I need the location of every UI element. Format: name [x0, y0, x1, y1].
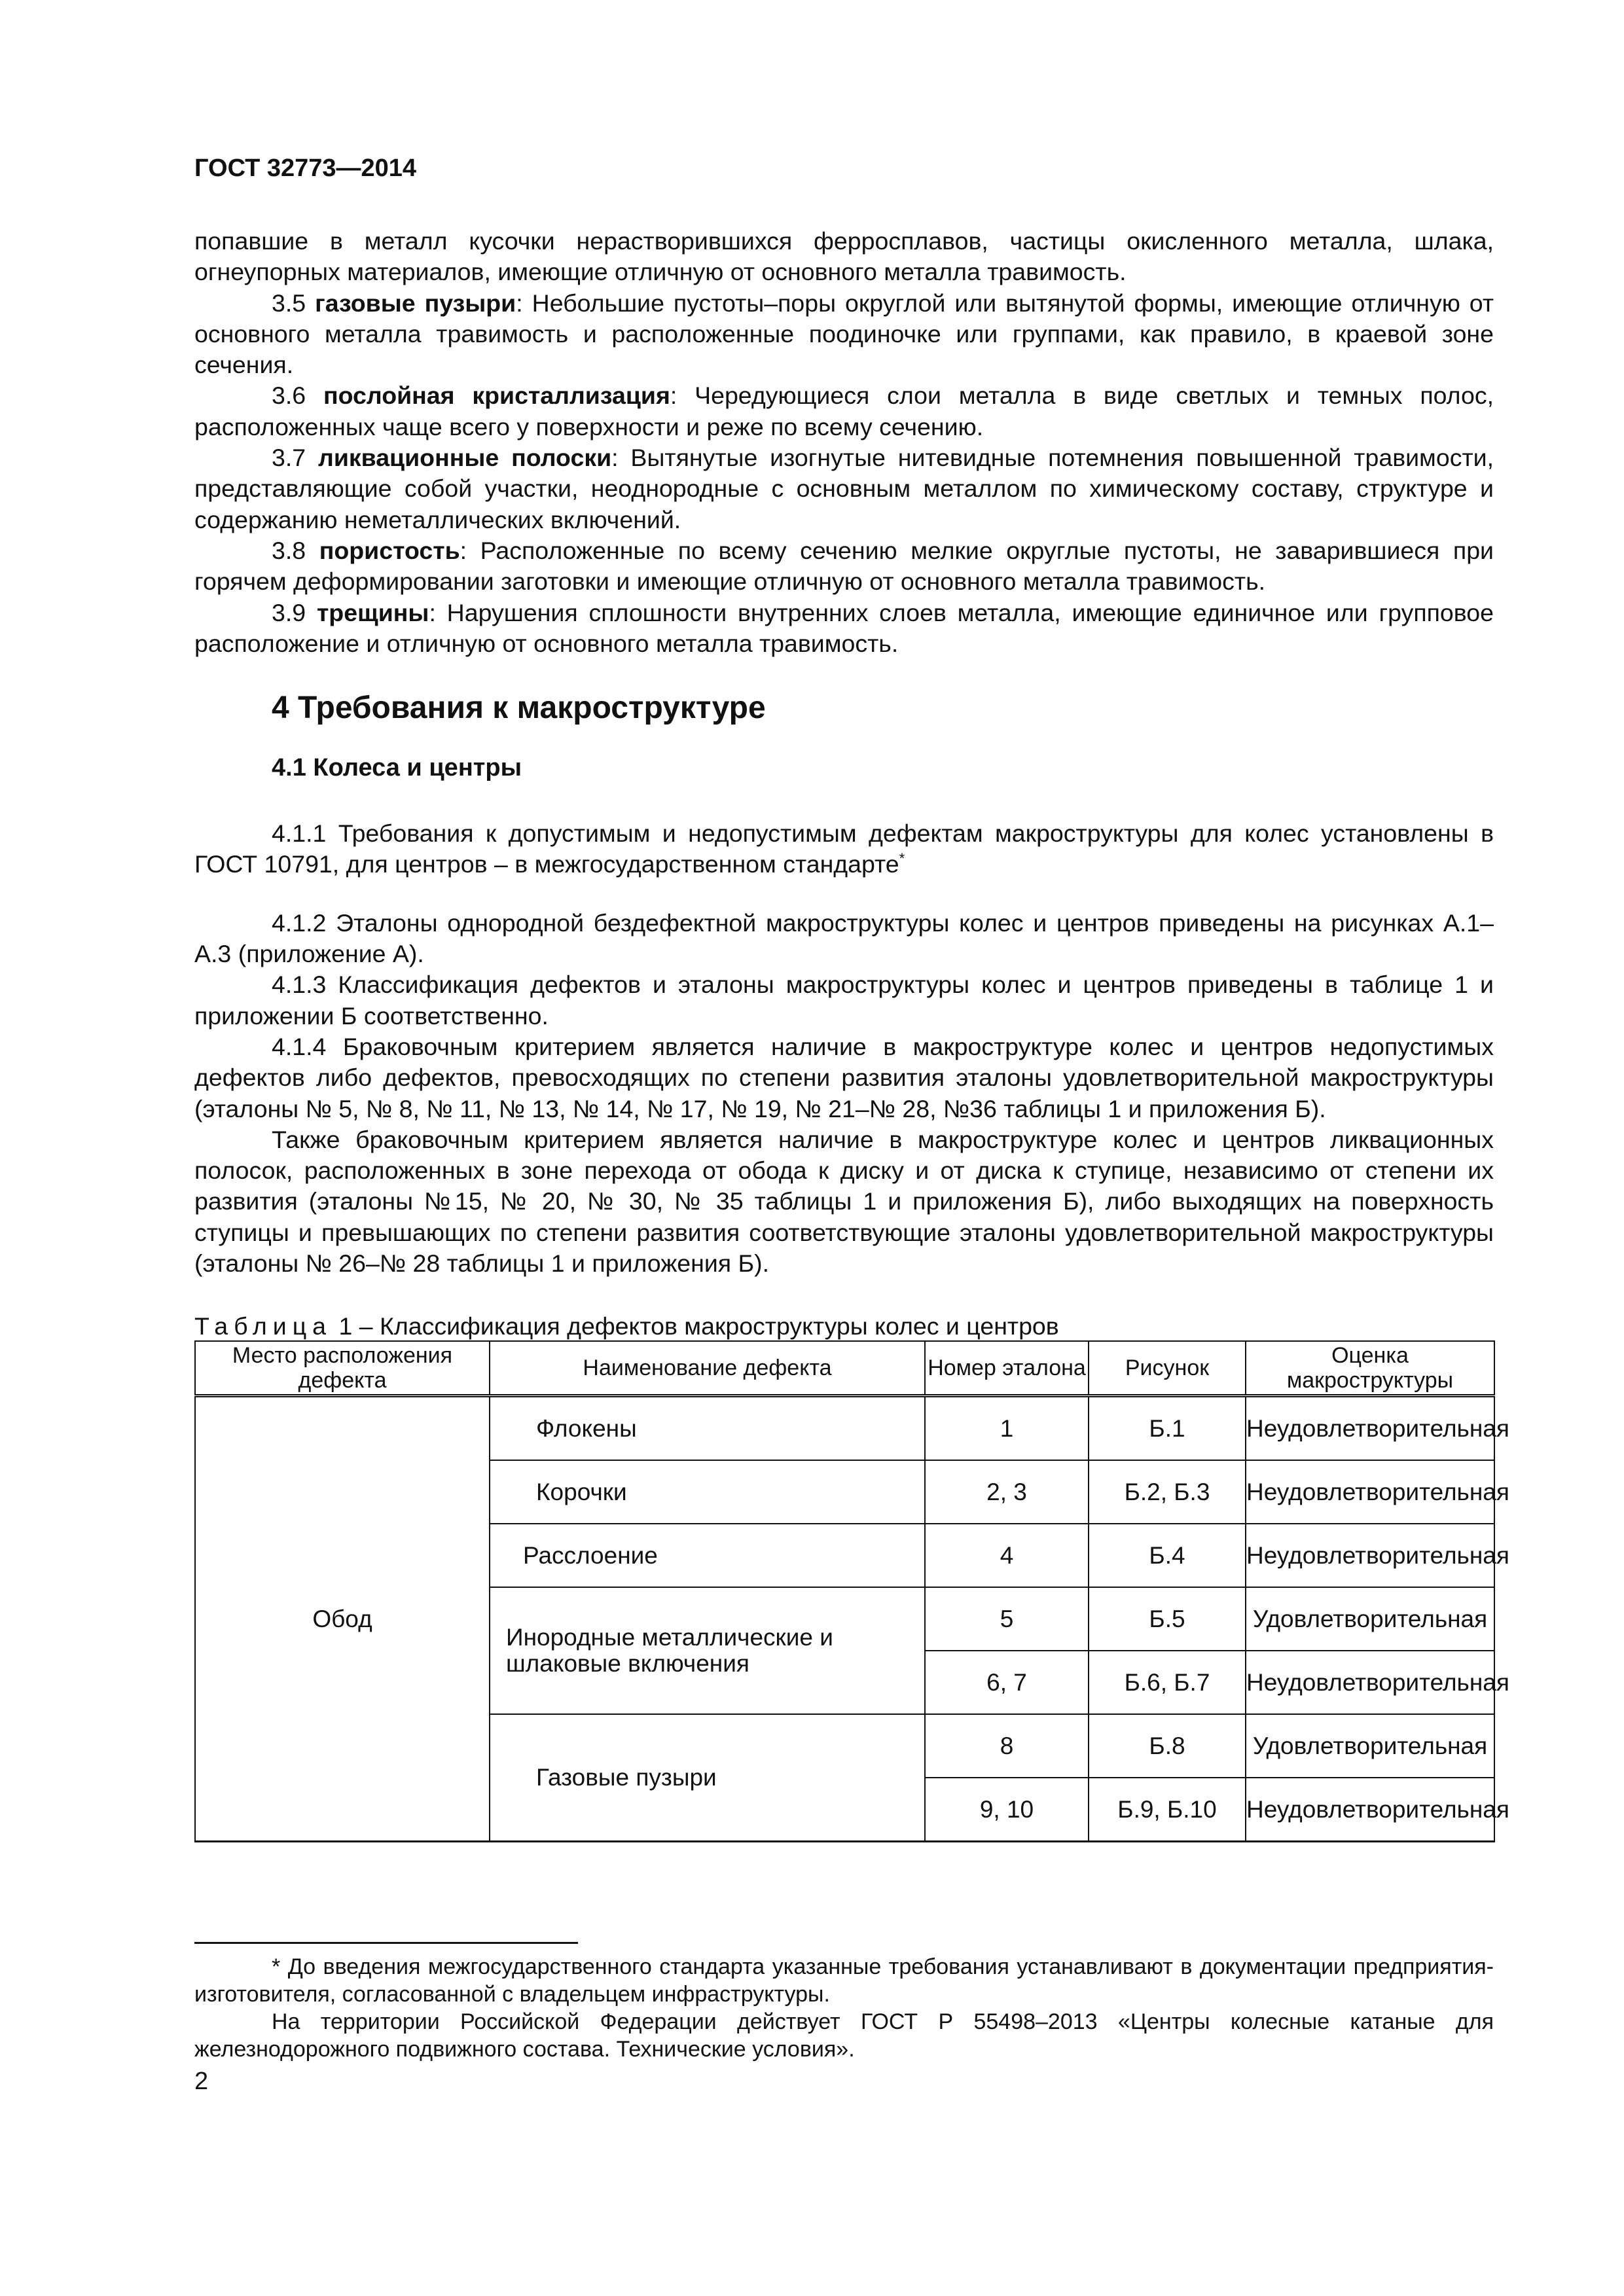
- page-number: 2: [194, 2068, 209, 2096]
- continuation-paragraph: попавшие в металл кусочки нерастворившихся ферросплавов, частицы окисленного металла, шлака, огнеупорных материалов, имеющие отличную от основного металла травимость.: [194, 227, 1494, 286]
- table-caption: Таблица 1 – Классификация дефектов макроструктуры колес и центров: [194, 1312, 1059, 1340]
- etalon-number: 9, 10: [925, 1778, 1089, 1842]
- figure-ref: Б.2, Б.3: [1089, 1460, 1246, 1524]
- etalon-number: 8: [925, 1714, 1089, 1778]
- figure-ref: Б.5: [1089, 1587, 1246, 1651]
- rating: Неудовлетворительная: [1246, 1651, 1494, 1714]
- footnote-1: * До введения межгосударственного стандарта указанные требования устанавливают в документации предприятия-изготовителя, согласованной с владельцем инфраструктуры.: [194, 1954, 1494, 2007]
- paragraph-4-1-3: 4.1.3 Классификация дефектов и эталоны макроструктуры колес и центров приведены в таблице 1 и приложении Б соответственно.: [194, 971, 1494, 1030]
- figure-ref: Б.6, Б.7: [1089, 1651, 1246, 1714]
- footnote-separator: [194, 1942, 578, 1944]
- etalon-number: 6, 7: [925, 1651, 1089, 1714]
- etalon-number: 1: [925, 1396, 1089, 1461]
- header-name: Наименование дефекта: [490, 1341, 925, 1396]
- rating: Неудовлетворительная: [1246, 1524, 1494, 1587]
- defects-table: [194, 1340, 1509, 1842]
- definition-3-9: 3.9 трещины: Нарушения сплошности внутренних слоев металла, имеющие единичное или групповое расположение и отличную от основного металла травимость.: [194, 598, 1494, 657]
- etalon-number: 4: [925, 1524, 1089, 1587]
- definition-3-5: 3.5 газовые пузыри: Небольшие пустоты–поры округлой или вытянутой формы, имеющие отличную от основного металла травимость и расположенные поодиночке или группами, как правило, в краевой зоне сечения.: [194, 289, 1494, 379]
- document-page: [194, 154, 1509, 2096]
- defect-name: Флокены: [490, 1396, 925, 1461]
- term: трещины: [316, 598, 429, 626]
- footnote-marker: *: [899, 850, 905, 867]
- figure-ref: Б.8: [1089, 1714, 1246, 1778]
- etalon-number: 2, 3: [925, 1460, 1089, 1524]
- term: послойная кристаллизация: [323, 382, 670, 410]
- footnote-2: На территории Российской Федерации действует ГОСТ Р 55498–2013 «Центры колесные катаные для железнодорожного подвижного состава. Технические условия».: [194, 2009, 1494, 2062]
- rating: Удовлетворительная: [1246, 1714, 1494, 1778]
- location-cell: Обод: [195, 1396, 490, 1842]
- rating: Неудовлетворительная: [1246, 1460, 1494, 1524]
- rating: Удовлетворительная: [1246, 1587, 1494, 1651]
- figure-ref: Б.4: [1089, 1524, 1246, 1587]
- term: газовые пузыри: [315, 289, 516, 317]
- table-row: [195, 1396, 1494, 1461]
- table-header-row: [195, 1341, 1494, 1396]
- figure-ref: Б.9, Б.10: [1089, 1778, 1246, 1842]
- header-figure: Рисунок: [1089, 1341, 1246, 1396]
- paragraph-4-1-4-cont: Также браковочным критерием является наличие в макроструктуре колес и центров ликвационных полосок, расположенных в зоне перехода от обода к диску и от диска к ступице, независимо от степени их развития (эталоны №15, № 20, № 30, № 35 таблицы 1 и приложения Б), либо выходящих на поверхность ступицы и превышающих по степени развития соответствующие эталоны удовлетворительной макроструктуры (эталоны № 26–№ 28 таблицы 1 и приложения Б).: [194, 1125, 1494, 1278]
- section-4-1-heading: 4.1 Колеса и центры: [272, 754, 522, 782]
- definition-3-7: 3.7 ликвационные полоски: Вытянутые изогнутые нитевидные потемнения повышенной травимости, представляющие собой участки, неоднородные с основным металлом по химическому составу, структуре и содержанию неметаллических включений.: [194, 444, 1494, 533]
- definition-3-6: 3.6 послойная кристаллизация: Чередующиеся слои металла в виде светлых и темных полос, расположенных чаще всего у поверхности и реже по всему сечению.: [194, 382, 1494, 440]
- paragraph-4-1-4: 4.1.4 Браковочным критерием является наличие в макроструктуре колес и центров недопустимых дефектов либо дефектов, превосходящих по степени развития эталоны удовлетворительной макроструктуры (эталоны № 5, № 8, № 11, № 13, № 14, № 17, № 19, № 21–№ 28, №36 таблицы 1 и приложения Б).: [194, 1032, 1494, 1122]
- figure-ref: Б.1: [1089, 1396, 1246, 1461]
- header-location: Место расположения дефекта: [195, 1341, 490, 1396]
- document-header: ГОСТ 32773—2014: [194, 154, 417, 182]
- term: ликвационные полоски: [318, 444, 612, 472]
- header-rating: Оценка макроструктуры: [1246, 1341, 1494, 1396]
- rating: Неудовлетворительная: [1246, 1778, 1494, 1842]
- defect-name: Газовые пузыри: [490, 1714, 925, 1842]
- defect-name: Расслоение: [490, 1524, 925, 1587]
- rating: Неудовлетворительная: [1246, 1396, 1494, 1461]
- paragraph-4-1-1: 4.1.1 Требования к допустимым и недопустимым дефектам макроструктуры для колес установлены в ГОСТ 10791, для центров – в межгосударственном стандарте*: [194, 819, 1494, 878]
- etalon-number: 5: [925, 1587, 1089, 1651]
- definition-3-8: 3.8 пористость: Расположенные по всему сечению мелкие округлые пустоты, не заварившиеся при горячем деформировании заготовки и имеющие отличную от основного металла травимость.: [194, 536, 1494, 596]
- defect-name: Корочки: [490, 1460, 925, 1524]
- header-number: Номер эталона: [925, 1341, 1089, 1396]
- paragraph-4-1-2: 4.1.2 Эталоны однородной бездефектной макроструктуры колес и центров приведены на рисунках А.1–А.3 (приложение А).: [194, 908, 1494, 968]
- defect-name: Инородные металлические и шлаковые включения: [490, 1587, 925, 1714]
- term: пористость: [319, 536, 460, 564]
- section-4-heading: 4 Требования к макроструктуре: [272, 691, 766, 726]
